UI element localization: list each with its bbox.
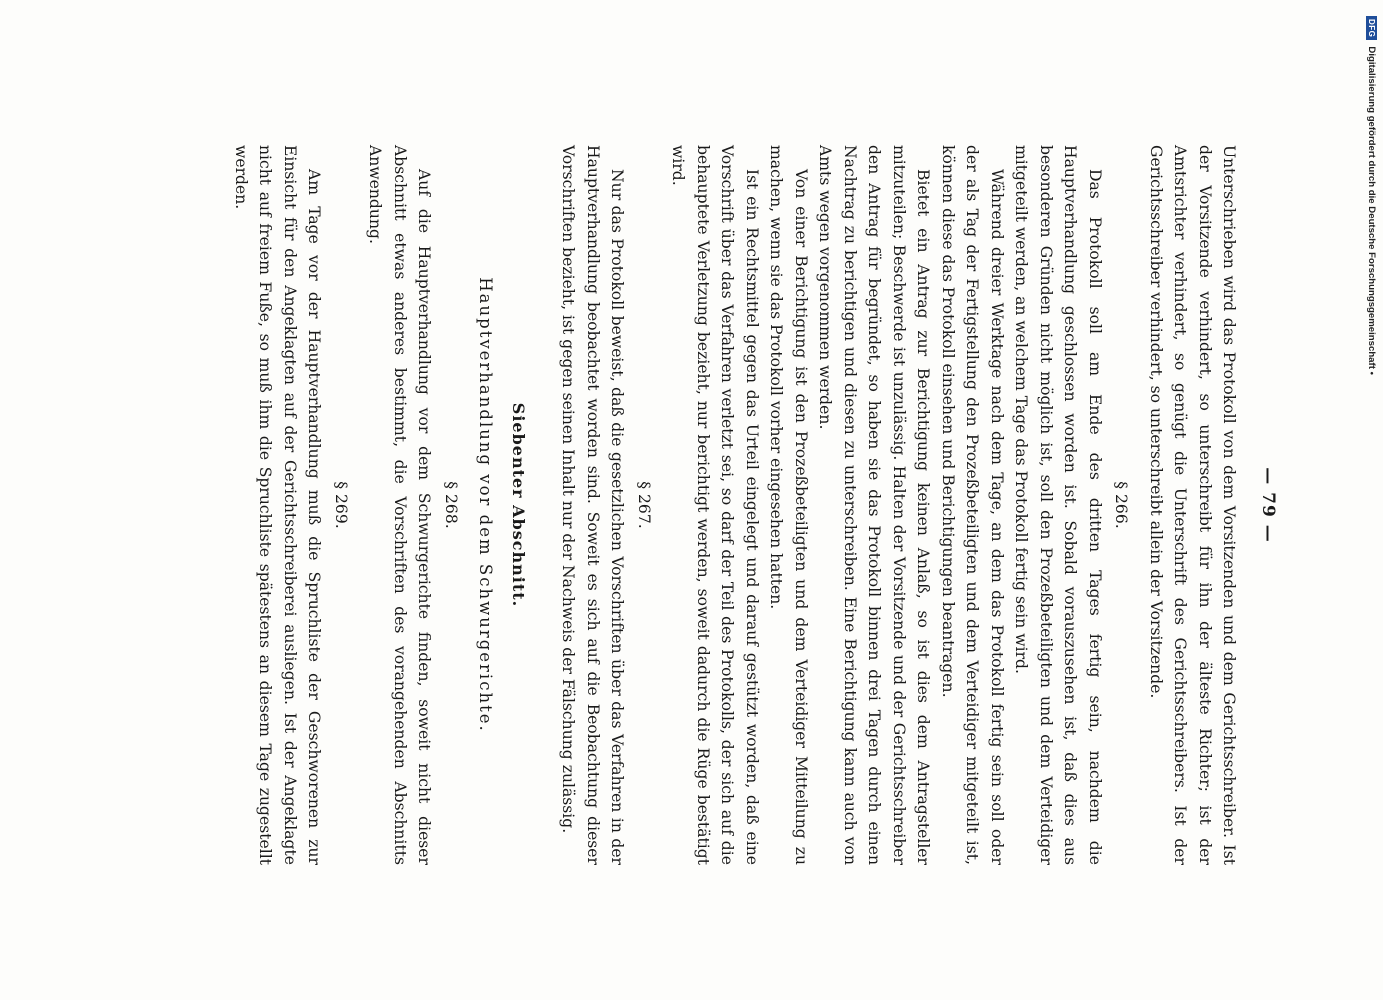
digitization-credit-text: Digitalisierung gefördert durch die Deutsche Forschungsgemeinschaft • [1366,46,1378,375]
section-266-paragraph-1: Das Protokoll soll am Ende des dritten Tages fertig sein, nachdem die Hauptverhandlung geschlossen worden ist. Sobald vorauszusehen ist, daß dies aus besonderen Gründen nicht möglich ist, soll den Prozeßbeteiligten und dem Verteidiger mitgeteilt werden, an welchem Tage das Protokoll fertig sein wird. [1012,145,1104,865]
section-266-paragraph-5: Ist ein Rechtsmittel gegen das Urteil eingelegt und darauf gestützt worden, daß eine Vorschrift über das Verfahren verletzt sei, so darf der Teil des Protokolls, der sich auf die behauptete Verletzung bezieht, nur berichtigt werden, soweit dadurch die Rüge bestätigt wird. [669,145,761,865]
rotated-text-block [180,145,1280,865]
chapter-title: Siebenter Abschnitt. [509,402,528,608]
section-269-paragraph-1: Am Tage vor der Hauptverhandlung muß die Spruchliste der Geschworenen zur Einsicht für den Angeklagten auf der Gerichtsschreiberei ausliegen. Ist der Angeklagte nicht auf freiem Fuße, so muß ihm die Spruchliste spätestens an diesem Tage zugestellt werden. [232,145,324,865]
digitization-credit [1362,16,1383,396]
dfg-logo-icon: DFG [1367,16,1378,40]
section-266-paragraph-4: Von einer Berichtigung ist den Prozeßbeteiligten und dem Verteidiger Mitteilung zu machen, wenn sie das Protokoll vorher eingesehen hatten. [767,145,810,865]
section-266-paragraph-2: Während dreier Werktage nach dem Tage, an dem das Protokoll fertig sein soll oder der als Tag der Fertigstellung den Prozeßbeteiligten und dem Verteidiger mitgeteilt ist, können diese das Protokoll einsehen und Berichtigungen beantragen. [939,145,1006,865]
section-267-paragraph-1: Nur das Protokoll beweist, daß die gesetzlichen Vorschriften über das Verfahren in der Hauptverhandlung beobachtet worden sind. Soweit es sich auf die Beobachtung dieser Vorschriften bezieht, ist gegen seinen Inhalt nur der Nachweis der Fälschung zulässig. [559,145,627,865]
page-number: — 79 — [1258,467,1278,543]
section-266-heading: § 266. [1112,481,1131,529]
section-268-heading: § 268. [442,481,460,529]
section-268-paragraph-1: Auf die Hauptverhandlung vor dem Schwurgerichte finden, soweit nicht dieser Abschnitt etwas anderes bestimmt, die Vorschriften des vorangehenden Abschnitts Anwendung. [366,145,434,865]
digitization-credit-line [1362,16,1382,416]
section-267-heading: § 267. [635,481,653,529]
section-266-paragraph-3: Bietet ein Antrag zur Berichtigung keinen Anlaß, so ist dies dem Antragsteller mitzuteilen; Beschwerde ist unzulässig. Halten der Vorsitzende und der Gerichtsschreiber den Antrag für begründet, so haben sie das Protokoll binnen drei Tagen durch einen Nachtrag zu berichtigen und diesen zu unterschreiben. Eine Berichtigung kann auch von Amts wegen vorgenommen werden. [816,145,933,865]
chapter-subtitle: Hauptverhandlung vor dem Schwurgerichte. [476,277,496,733]
page-body [229,145,1281,865]
paragraph-intro: Unterschrieben wird das Protokoll von dem Vorsitzenden und dem Gerichtsschreiber. Ist der Vorsitzende verhindert, so unterschreibt für ihn der älteste Richter; ist der Amtsrichter verhindert, so genügt die Unterschrift des Gerichtsschreibers. Ist der Gerichtsschreiber verhindert, so unterschreibt allein der Vorsitzende. [1147,145,1239,865]
section-269-heading: § 269. [332,481,350,529]
